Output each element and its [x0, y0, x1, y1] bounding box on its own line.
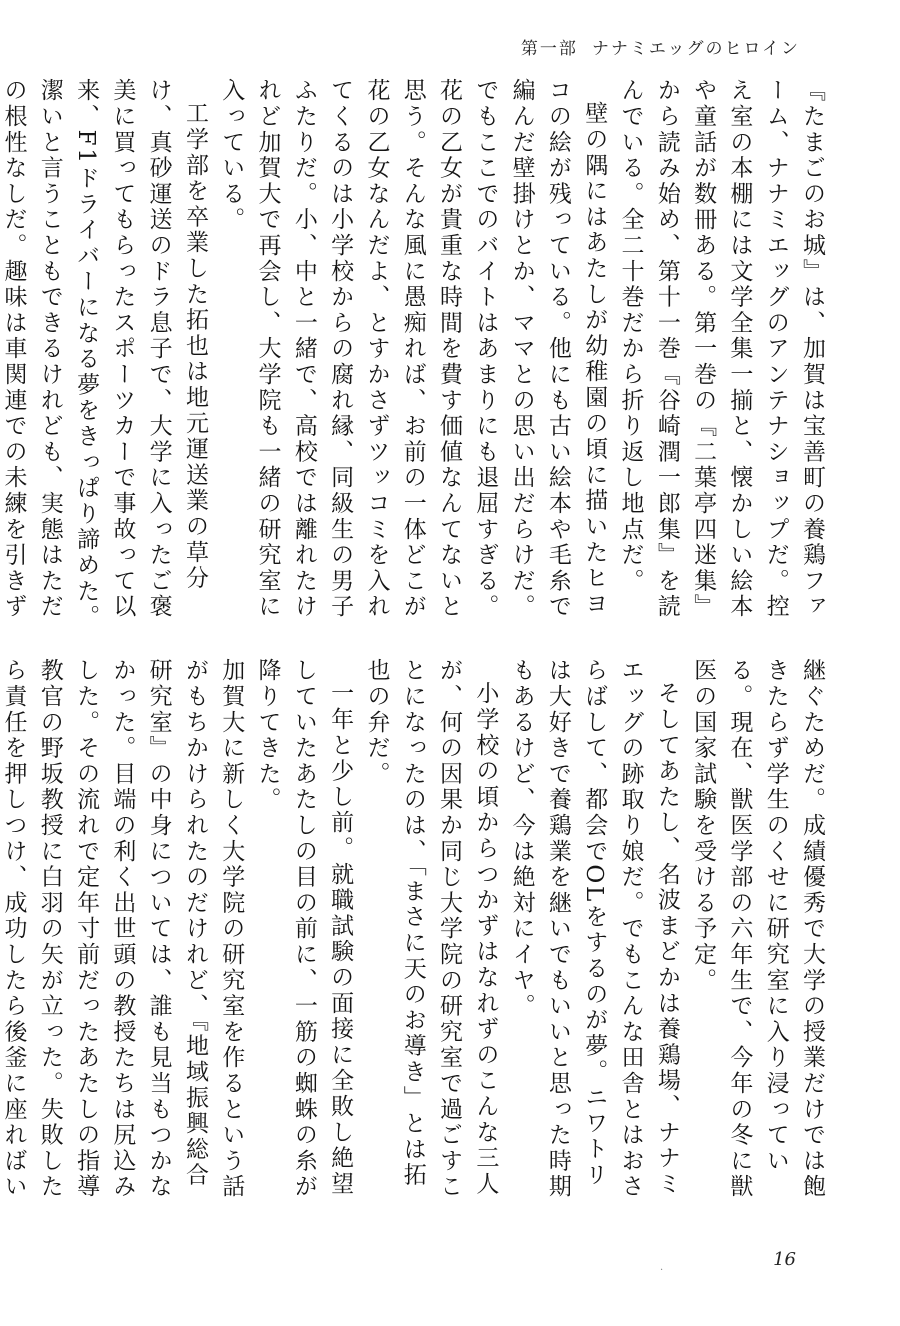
paragraph: 小学校の頃からつかずはなれずのこんな三人が、何の因果か同じ大学院の研究室で過ごすことになったのは、「まさに天のお導き」とは拓也の弁だ。	[363, 658, 499, 1200]
paragraph: 加賀大に新しく大学院の研究室を作るという話がもちかけられたのだけれど、『地域振興総合研究室』の中身については、誰も見当もつかなかった。目端の利く出世頭の教授たちは尻込みした。その流れで定年寸前だったあたしの指導教官の野坂教授に白羽の矢が立った。失敗したら責任を押しつけ、成功したら後釜に座ればい	[0, 658, 245, 1200]
paragraph: 工学部を卒業した拓也は地元運送業の草分け、真砂運送のドラ息子で、大学に入ったご褒美に買ってもらったスポーツカーで事故って以来、F1ドライバーになる夢をきっぱり諦めた。潔いと言うこともできるけれども、実態はただの根性なしだ。趣味は車関連での未練を引きず	[0, 78, 208, 631]
text-block-upper	[0, 78, 830, 633]
chapter-title: ナナミエッグのヒロイン	[591, 39, 800, 59]
text-block-lower	[0, 658, 830, 1213]
paragraph: 壁の隅にはあたしが幼稚園の頃に描いたヒヨコの絵が残っている。他にも古い絵本や毛糸で編んだ壁掛けとか、ママとの思い出だらけだ。でもここでのバイトはあまりにも退屈すぎる。花の乙女が貴重な時間を費す価値なんてないと思う。そんな風に愚痴れば、お前の一体どこが花の乙女なんだよ、とすかさずツッコミを入れてくるのは小学校からの腐れ縁、同級生の男子ふたりだ。小、中と一緒で、高校では離れたけれど加賀大で再会し、大学院も一緒の研究室に入っている。	[218, 78, 608, 620]
speck: ·	[660, 1265, 664, 1276]
paragraph: そしてあたし、名波まどかは養鶏場、ナナミエッグの跡取り娘だ。でもこんな田舎とはおさらばして、都会でOLをするのが夢。ニワトリは大好きで養鶏業を継いでもいいと思った時期もあるけど、今は絶対にイヤ。	[508, 658, 680, 1200]
paragraph: 継ぐためだ。成績優秀で大学の授業だけでは飽きたらず学生のくせに研究室に入り浸っている。現在、獣医学部の六年生で、今年の冬に獣医の国家試験を受ける予定。	[690, 658, 825, 1200]
page-number: 16	[773, 1249, 796, 1270]
running-header	[507, 34, 800, 59]
paragraph: 『たまごのお城』は、加賀は宝善町の養鶏ファーム、ナナミエッグのアンテナショップだ。控え室の本棚には文学全集一揃と、懐かしい絵本や童話が数冊ある。第一巻の『二葉亭四迷集』から読み始め、第十一巻『谷崎潤一郎集』を読んでいる。全二十巻だから折り返し地点だ。	[617, 78, 825, 620]
paragraph: 一年と少し前。就職試験の面接に全敗し絶望していたあたしの目の前に、一筋の蜘蛛の糸が降りてきた。	[254, 658, 354, 1200]
part-label: 第一部	[520, 39, 578, 59]
